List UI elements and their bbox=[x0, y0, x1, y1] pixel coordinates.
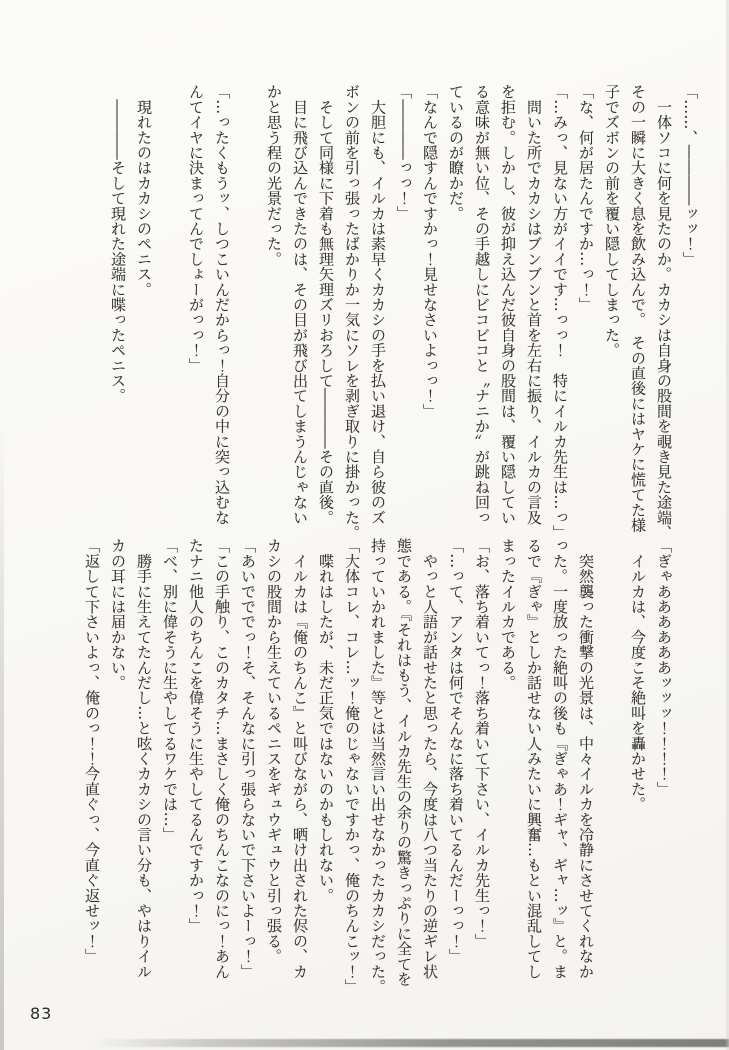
text-column: 「大体コレ、コレ…ッ！俺のじゃないですかっ、俺のちんこッ！」 bbox=[343, 538, 361, 994]
text-column: 「な、何が居たんですか…っ！」 bbox=[577, 84, 595, 312]
text-column: 子でズボンの前を覆い隠してしまった。 bbox=[603, 84, 621, 358]
text-column: 勝手に生えてたんだし…と呟くカカシの言い分も、やはりイル bbox=[135, 538, 153, 979]
text-column: そして同様に下着も無理矢理ズリおろして――――その直後。 bbox=[317, 84, 335, 525]
text-column: んてイヤに決まってんでしょーがっっ！」 bbox=[187, 84, 205, 373]
text-column: その一瞬に大きく息を飲み込んで。 その直後にはヤケに慌てた様 bbox=[629, 84, 647, 533]
blank-column bbox=[157, 84, 183, 522]
text-column: るで『ぎゃ』としか話せない人みたいに興奮…もとい混乱してし bbox=[525, 538, 543, 979]
text-column: イルカは、今度こそ絶叫を轟かせた。 bbox=[629, 538, 647, 812]
text-column: 「…みっ、見ない方がイイです…っっ！ 特にイルカ先生は…っ」 bbox=[551, 84, 569, 540]
scan-edge-bottom-shadow bbox=[92, 1039, 729, 1047]
text-column: かと思う程の光景だった。 bbox=[265, 84, 283, 267]
text-column: カシの股間から生えているペニスをギュウギュウと引っ張る。 bbox=[265, 538, 283, 964]
text-column: 「…ったくもうッ、しつこいんだからっ！自分の中に突っ込むな bbox=[213, 84, 231, 525]
text-column: 「この手触り、このカタチ…まさしく俺のちんこなのにっ！あん bbox=[213, 538, 231, 979]
text-column: 態である。『それはもう、イルカ先生の余りの驚きっぷりに全てを bbox=[395, 538, 413, 987]
text-column: 「…って、アンタは何でそんなに落ち着いてるんだーっっ！」 bbox=[447, 538, 465, 964]
text-column: 現れたのはカカシのペニス。 bbox=[135, 84, 153, 297]
text-column: 「お、落ち着いてっ！落ち着いて下さい、イルカ先生っ！」 bbox=[473, 538, 491, 949]
scan-edge-left-shadow bbox=[0, 420, 4, 1050]
blank-column bbox=[599, 538, 625, 980]
text-column: ているのが瞭かだ。 bbox=[447, 84, 465, 221]
text-column: る意味が無い位、その手越しにビコビコと〝ナニか〟が跳ね回っ bbox=[473, 84, 491, 525]
page-number: 83 bbox=[30, 1004, 53, 1023]
text-column: カの耳には届かない。 bbox=[109, 538, 127, 690]
text-column: 「返して下さいよっ、俺のっ！！今直ぐっ、今直ぐ返せッ！」 bbox=[83, 538, 101, 964]
text-column: たナニ他人のちんこを偉そうに生やしてるんですかっ！」 bbox=[187, 538, 205, 934]
text-column: 「――――っっ！」 bbox=[395, 84, 413, 221]
upper-text-block bbox=[105, 84, 703, 540]
text-column: 大胆にも、イルカは素早くカカシの手を払い退け、自ら彼のズ bbox=[369, 84, 387, 525]
text-column: 目に飛び込んできたのは、その目が飛び出てしまうんじゃない bbox=[291, 84, 309, 525]
text-column: 「あいでででっ！そ、そんなに引っ張らないで下さいよーっ！」 bbox=[239, 538, 257, 979]
text-column: 「なんで隠すんですかっ！見せなさいよっっ！」 bbox=[421, 84, 439, 419]
text-column: まったイルカである。 bbox=[499, 538, 517, 690]
text-column: 「……、――――ッッ！」 bbox=[681, 84, 699, 267]
text-column: 喋れはしたが、未だ正気ではないのかもしれない。 bbox=[317, 538, 335, 903]
text-column: ――――そして現れた途端に喋ったペニス。 bbox=[109, 84, 127, 404]
text-column: 「べ、別に偉そうに生やしてるワケでは…」 bbox=[161, 538, 179, 842]
text-column: を拒む。しかし、彼が抑え込んだ彼自身の股間は、覆い隠してい bbox=[499, 84, 517, 525]
text-column: ボンの前を引っ張ったばかりか一気にソレを剥ぎ取りに掛かった。 bbox=[343, 84, 361, 540]
lower-text-block bbox=[79, 538, 677, 994]
text-column: 持っていかれました』等とは当然言い出せなかったカカシだった。 bbox=[369, 538, 387, 994]
text-column: 一体ソコに何を見たのか。カカシは自身の股間を覗き見た途端、 bbox=[655, 84, 673, 540]
text-column: 「ぎゃああああああッッッ！！！！」 bbox=[655, 538, 673, 797]
text-column: やっと人語が話せたと思ったら、今度は八つ当たりの逆ギレ状 bbox=[421, 538, 439, 979]
blank-column bbox=[235, 84, 261, 522]
text-column: 問いた所でカカシはブンブンと首を左右に振り、イルカの言及 bbox=[525, 84, 543, 525]
text-column: 突然襲った衝撃の光景は、中々イルカを冷静にさせてくれなか bbox=[577, 538, 595, 979]
text-column: イルカは『俺のちんこ』と叫びながら、晒け出された侭の、カ bbox=[291, 538, 309, 979]
text-column: った。一度放った絶叫の後も『ぎゃあ！ギャ、ギャ…ッ』と。ま bbox=[551, 538, 569, 979]
